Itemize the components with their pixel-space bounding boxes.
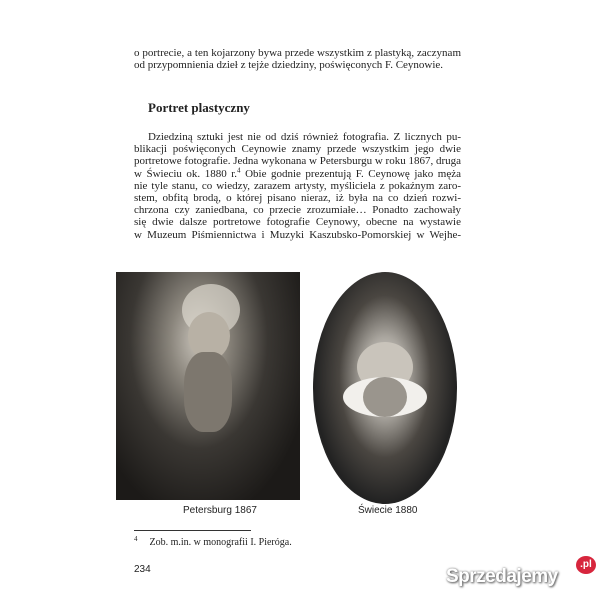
text-line: portretowe fotografie. Jedna wykonana w Petersburgu w roku 1867, druga: [134, 155, 461, 168]
text-line: o portrecie, a ten kojarzony bywa przede wszystkim z plastyką, zaczynam: [134, 47, 461, 59]
intro-paragraph: [134, 47, 461, 71]
footnote: [134, 534, 292, 548]
text-fragment: w Świeciu ok. 1880 r.: [134, 167, 238, 180]
text-line: [134, 165, 461, 180]
text-line: się dwie dalsze portretowe fotografie Ceynowy, obecne na wystawie: [134, 216, 461, 229]
footnote-text: Zob. m.in. w monografii I. Pieróga.: [149, 537, 292, 548]
text-line: blikacji poświęconych Ceynowie znamy przede wszystkim jego dwie: [134, 143, 461, 156]
caption-left: Petersburg 1867: [183, 505, 257, 516]
page-number: 234: [134, 564, 151, 575]
footnote-divider: [134, 530, 251, 531]
portrait-photo-swiecie: [313, 272, 457, 504]
caption-right: Świecie 1880: [358, 505, 418, 516]
text-line: chrzona czy zaniedbana, co przecie zrozumiałe… Ponadto zachowały: [134, 204, 461, 217]
body-paragraph: [134, 131, 461, 241]
watermark-badge: .pl: [576, 556, 596, 574]
text-line: Dziedziną sztuki jest nie od dziś również fotografia. Z licznych pu-: [148, 131, 461, 143]
text-line: od przypomnienia dzieł z tejże dziedziny, poświęconych F. Ceynowie.: [134, 59, 444, 72]
portrait-photo-petersburg: [116, 272, 300, 500]
watermark-logo: Sprzedajemy: [446, 566, 558, 587]
text-line: stem, obfitą brodą, o której pisano nieraz, iż była na co dzień rozwi-: [134, 192, 461, 205]
text-line: w Muzeum Piśmiennictwa i Muzyki Kaszubsko-Pomorskiej w Wejhe-: [134, 228, 461, 241]
text-line: nie tyle stanu, co wiedzy, zarazem artysty, myśliciela z pokaźnym zaro-: [134, 179, 461, 192]
text-fragment: Obie godnie prezentują F. Ceynowę jako męża: [245, 167, 461, 180]
beard-shape: [363, 377, 407, 417]
footnote-ref[interactable]: 4: [237, 165, 241, 174]
section-heading: Portret plastyczny: [148, 100, 250, 115]
beard-shape: [184, 352, 232, 432]
footnote-number: 4: [134, 534, 138, 543]
